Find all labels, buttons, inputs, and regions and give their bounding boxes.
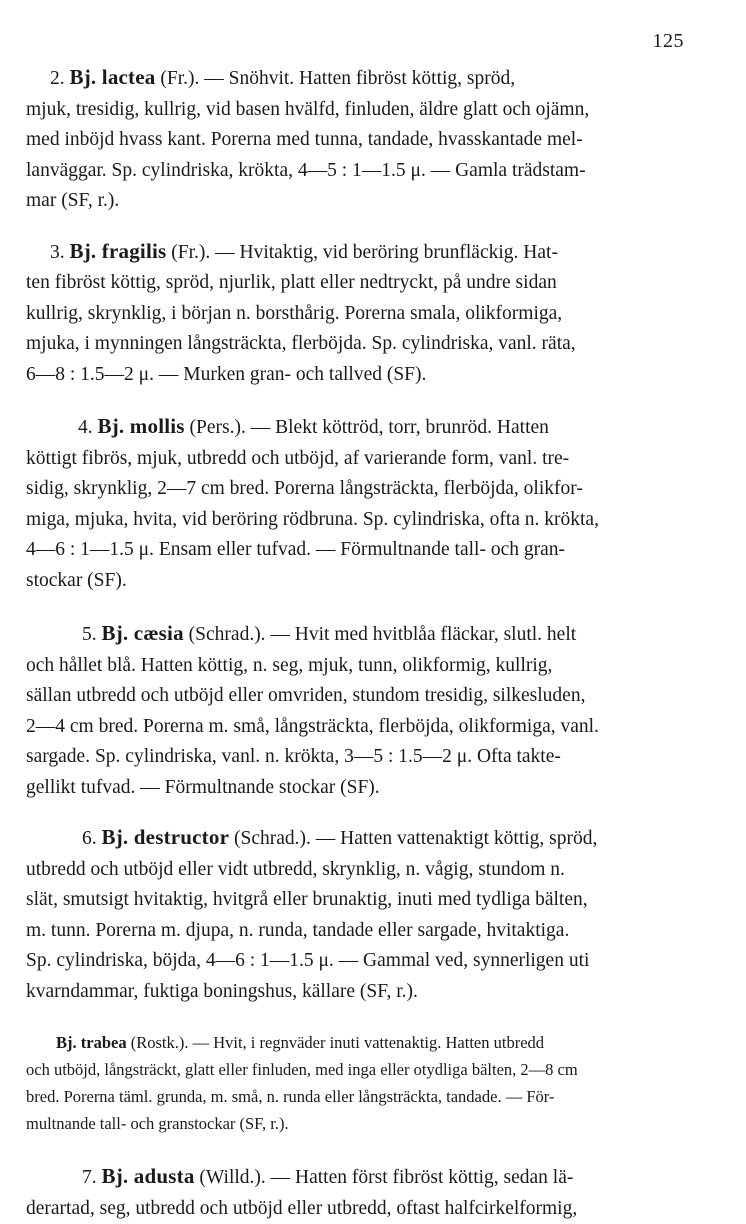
species-name: Bj. trabea <box>56 1033 127 1052</box>
entry-text-line: multnande tall- och granstockar (SF, r.). <box>26 1110 712 1137</box>
entry-number: 4. <box>26 413 93 444</box>
entry-text-line: slät, smutsigt hvitaktig, hvitgrå eller brunaktig, inuti med tydliga bälten, <box>26 885 712 916</box>
entry-text-line: 4—6 : 1—1.5 μ. Ensam eller tufvad. — Förmultnande tall- och gran- <box>26 535 712 566</box>
page-body <box>26 62 712 1224</box>
entry-text-line: sällan utbredd och utböjd eller omvriden, stundom tresidig, silkesluden, <box>26 681 712 712</box>
entry-text-line: stockar (SF). <box>26 566 712 597</box>
species-subentry-trabea <box>26 1029 712 1137</box>
species-entry-adusta <box>26 1161 712 1224</box>
entry-text-line: och utböjd, långsträckt, glatt eller finluden, med inga eller otydliga bälten, 2—8 cm <box>26 1056 712 1083</box>
species-entry-destructor <box>26 822 712 1007</box>
entry-text-line: sargade. Sp. cylindriska, vanl. n. krökta, 3—5 : 1.5—2 μ. Ofta takte- <box>26 742 712 773</box>
species-name: Bj. cæsia <box>102 621 184 645</box>
entry-text-line: miga, mjuka, hvita, vid beröring rödbruna. Sp. cylindriska, ofta n. krökta, <box>26 505 712 536</box>
entry-text-line: 2—4 cm bred. Porerna m. små, långsträckta, flerböjda, olikformiga, vanl. <box>26 712 712 743</box>
entry-text-line: (Willd.). — Hatten först fibröst köttig, sedan lä- <box>195 1167 574 1188</box>
entry-text-line: utbredd och utböjd eller vidt utbredd, skrynklig, n. vågig, stundom n. <box>26 855 712 886</box>
species-name: Bj. lactea <box>70 65 156 89</box>
entry-text-line: bred. Porerna täml. grunda, m. små, n. runda eller långsträckta, tandade. — För- <box>26 1083 712 1110</box>
entry-number: 2. <box>26 64 65 95</box>
species-name: Bj. mollis <box>98 414 185 438</box>
entry-text-line: (Schrad.). — Hatten vattenaktigt köttig, spröd, <box>229 828 597 849</box>
species-entry-fragilis <box>26 236 712 391</box>
entry-text-line: kullrig, skrynklig, i början n. borsthårig. Porerna smala, olikformiga, <box>26 299 712 330</box>
species-name: Bj. destructor <box>102 825 230 849</box>
entry-number: 7. <box>26 1163 97 1194</box>
entry-number: 3. <box>26 238 65 269</box>
entry-text-line: (Fr.). — Hvitaktig, vid beröring brunfläckig. Hat- <box>166 242 558 263</box>
entry-text-line: (Fr.). — Snöhvit. Hatten fibröst köttig, spröd, <box>155 68 515 89</box>
entry-text-line: ten fibröst köttig, spröd, njurlik, platt eller nedtryckt, på undre sidan <box>26 268 712 299</box>
entry-text-line: derartad, seg, utbredd och utböjd eller utbredd, oftast halfcirkelformig, <box>26 1194 712 1224</box>
entry-text-line: 6—8 : 1.5—2 μ. — Murken gran- och tallved (SF). <box>26 360 712 391</box>
entry-text-line: mar (SF, r.). <box>26 186 712 217</box>
entry-text-line: (Rostk.). — Hvit, i regnväder inuti vattenaktig. Hatten utbredd <box>127 1033 544 1052</box>
entry-text-line: och hållet blå. Hatten köttig, n. seg, mjuk, tunn, olikformig, kullrig, <box>26 651 712 682</box>
entry-text-line: sidig, skrynklig, 2—7 cm bred. Porerna långsträckta, flerböjda, olikfor- <box>26 474 712 505</box>
entry-text-line: (Schrad.). — Hvit med hvitblåa fläckar, slutl. helt <box>184 624 576 645</box>
page-number: 125 <box>653 30 685 53</box>
species-entry-lactea <box>26 62 712 217</box>
species-name: Bj. fragilis <box>70 239 167 263</box>
entry-text-line: lanväggar. Sp. cylindriska, krökta, 4—5 : 1—1.5 μ. — Gamla trädstam- <box>26 156 712 187</box>
entry-number: 5. <box>26 620 97 651</box>
species-name: Bj. adusta <box>102 1164 195 1188</box>
entry-text-line: med inböjd hvass kant. Porerna med tunna, tandade, hvasskantade mel- <box>26 125 712 156</box>
entry-number: 6. <box>26 824 97 855</box>
species-entry-caesia <box>26 618 712 803</box>
entry-text-line: gellikt tufvad. — Förmultnande stockar (SF). <box>26 773 712 804</box>
entry-text-line: m. tunn. Porerna m. djupa, n. runda, tandade eller sargade, hvitaktiga. <box>26 916 712 947</box>
entry-text-line: kvarndammar, fuktiga boningshus, källare (SF, r.). <box>26 977 712 1008</box>
entry-text-line: Sp. cylindriska, böjda, 4—6 : 1—1.5 μ. — Gammal ved, synnerligen uti <box>26 946 712 977</box>
species-entry-mollis <box>26 411 712 596</box>
entry-text-line: köttigt fibrös, mjuk, utbredd och utböjd, af varierande form, vanl. tre- <box>26 444 712 475</box>
entry-text-line: mjuk, tresidig, kullrig, vid basen hvälfd, finluden, äldre glatt och ojämn, <box>26 95 712 126</box>
entry-text-line: mjuka, i mynningen långsträckta, flerböjda. Sp. cylindriska, vanl. räta, <box>26 329 712 360</box>
entry-text-line: (Pers.). — Blekt köttröd, torr, brunröd. Hatten <box>185 417 549 438</box>
